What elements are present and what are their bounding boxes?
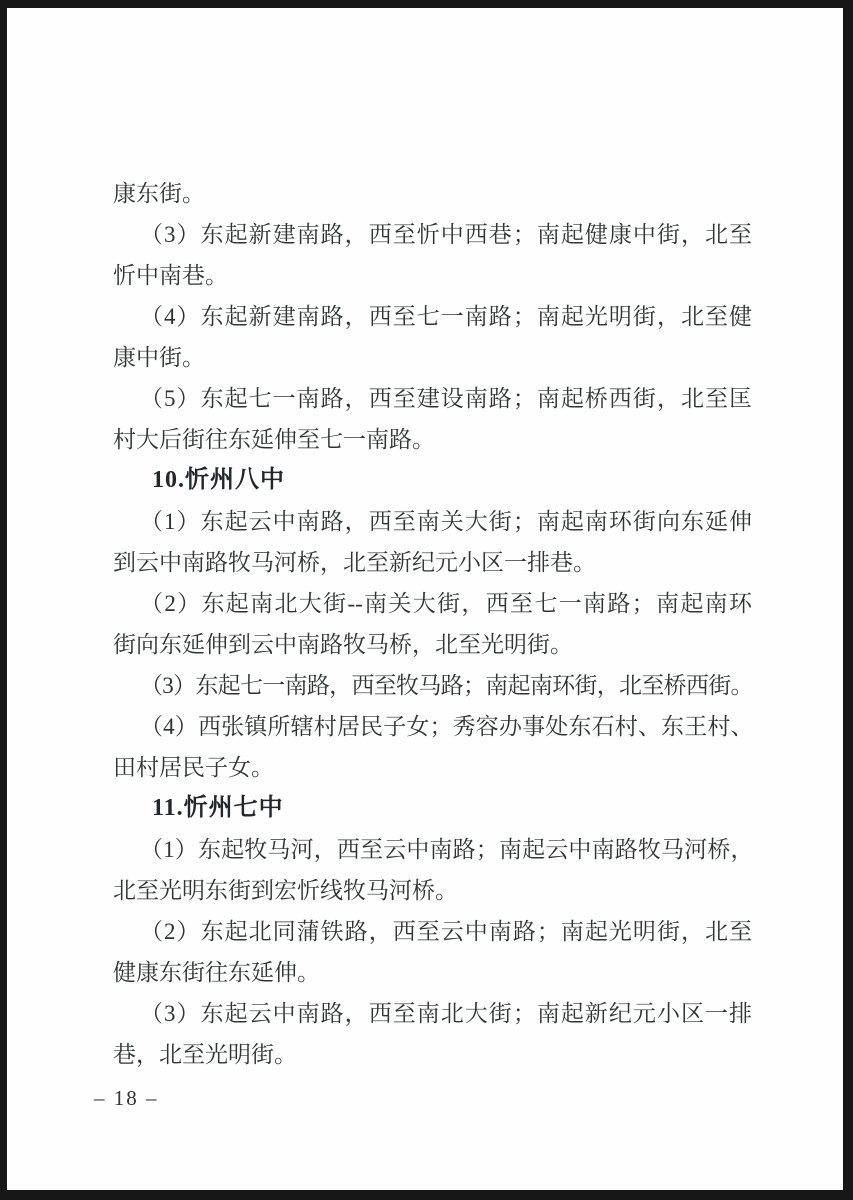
text-line: （3）东起新建南路，西至忻中西巷；南起健康中街，北至 xyxy=(140,222,752,247)
text-line: （2）东起南北大街--南关大街，西至七一南路；南起南环 xyxy=(140,591,752,616)
text-line: 田村居民子女。 xyxy=(113,755,274,780)
text-line: 健康东街往东延伸。 xyxy=(113,960,320,985)
text-line: 街向东延伸到云中南路牧马桥，北至光明街。 xyxy=(113,632,573,657)
text-line: 忻中南巷。 xyxy=(113,263,228,288)
text-line: 巷，北至光明街。 xyxy=(113,1042,297,1067)
section-heading: 11.忻州七中 xyxy=(152,795,284,821)
text-line: 村大后街往东延伸至七一南路。 xyxy=(113,427,435,452)
document-body xyxy=(113,173,752,1075)
text-line: 北至光明东街到宏忻线牧马河桥。 xyxy=(113,878,458,903)
text-line: （3）东起云中南路，西至南北大街；南起新纪元小区一排 xyxy=(140,1001,752,1026)
text-line: （3）东起七一南路，西至牧马路；南起南环街，北至桥西街。 xyxy=(140,673,752,698)
text-line: （4）东起新建南路，西至七一南路；南起光明街，北至健 xyxy=(140,304,752,329)
text-line: （5）东起七一南路，西至建设南路；南起桥西街，北至匡 xyxy=(140,386,752,411)
text-line: （4）西张镇所辖村居民子女；秀容办事处东石村、东王村、 xyxy=(140,714,752,739)
text-line: （2）东起北同蒲铁路，西至云中南路；南起光明街，北至 xyxy=(140,919,752,944)
text-line: 到云中南路牧马河桥，北至新纪元小区一排巷。 xyxy=(113,550,596,575)
page-number: – 18 – xyxy=(94,1086,159,1110)
text-line: 康东街。 xyxy=(113,181,205,206)
text-line: （1）东起云中南路，西至南关大街；南起南环街向东延伸 xyxy=(140,509,752,534)
text-line: 康中街。 xyxy=(113,345,205,370)
text-line: （1）东起牧马河，西至云中南路；南起云中南路牧马河桥， xyxy=(140,837,752,862)
section-heading: 10.忻州八中 xyxy=(152,467,285,493)
